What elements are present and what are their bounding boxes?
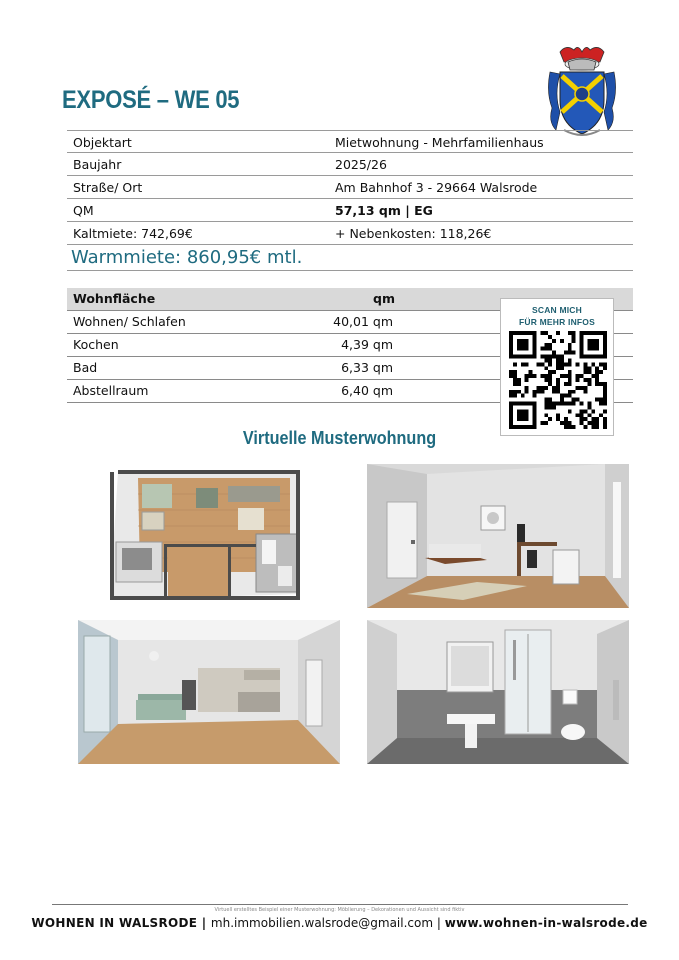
floorplan-3d-image	[78, 464, 340, 608]
room-name: Abstellraum	[73, 383, 149, 398]
info-label: QM	[73, 203, 94, 218]
area-header-label: Wohnfläche	[73, 291, 156, 306]
warmmiete-text: Warmmiete: 860,95€ mtl.	[71, 247, 303, 268]
page-title: EXPOSÉ – WE 05	[62, 86, 240, 114]
info-row-address	[67, 176, 633, 199]
info-row-baujahr	[67, 153, 633, 176]
info-label: Baujahr	[73, 157, 122, 172]
info-value: Am Bahnhof 3 - 29664 Walsrode	[335, 180, 538, 195]
area-header-unit: qm	[373, 291, 395, 306]
qr-code-icon[interactable]	[509, 331, 607, 429]
info-label: Objektart	[73, 135, 132, 150]
footer-divider	[52, 904, 628, 905]
disclaimer-text: Virtuell erstelltes Beispiel einer Musterwohnung: Möblierung – Dekorationen und Aussicht sind fiktiv	[214, 907, 465, 913]
info-value: + Nebenkosten: 118,26€	[335, 226, 492, 241]
qr-code-card[interactable]	[500, 298, 614, 436]
info-value: Mietwohnung - Mehrfamilienhaus	[335, 135, 544, 150]
coat-of-arms-logo	[544, 42, 620, 138]
room-size: 6,40 qm	[341, 383, 393, 398]
living-kitchen-image	[78, 620, 340, 764]
info-label: Straße/ Ort	[73, 180, 143, 195]
warmmiete-row	[67, 245, 633, 271]
info-value: 2025/26	[335, 157, 387, 172]
room-size: 4,39 qm	[341, 337, 393, 352]
info-value: 57,13 qm | EG	[335, 203, 433, 218]
room-size: 6,33 qm	[341, 360, 393, 375]
footer-brand: WOHNEN IN WALSRODE	[31, 916, 198, 930]
info-label: Kaltmiete: 742,69€	[73, 226, 193, 241]
bedroom-image	[367, 464, 629, 608]
room-name: Wohnen/ Schlafen	[73, 314, 186, 329]
property-info-table	[67, 130, 633, 271]
info-row-objektart	[67, 130, 633, 153]
room-name: Kochen	[73, 337, 119, 352]
footer-separator: |	[197, 916, 211, 930]
footer-website-link[interactable]: www.wohnen-in-walsrode.de	[444, 916, 648, 930]
room-size: 40,01 qm	[333, 314, 393, 329]
section-subtitle: Virtuelle Musterwohnung	[242, 428, 437, 448]
bathroom-image	[367, 620, 629, 764]
qr-caption-line1: SCAN MICH	[532, 305, 582, 315]
qr-caption-line2: FÜR MEHR INFOS	[519, 317, 595, 327]
info-row-rent	[67, 222, 633, 245]
footer	[0, 916, 679, 930]
footer-separator: |	[433, 916, 445, 930]
room-name: Bad	[73, 360, 98, 375]
info-row-qm	[67, 199, 633, 222]
footer-email-link[interactable]: mh.immobilien.walsrode@gmail.com	[210, 916, 434, 930]
